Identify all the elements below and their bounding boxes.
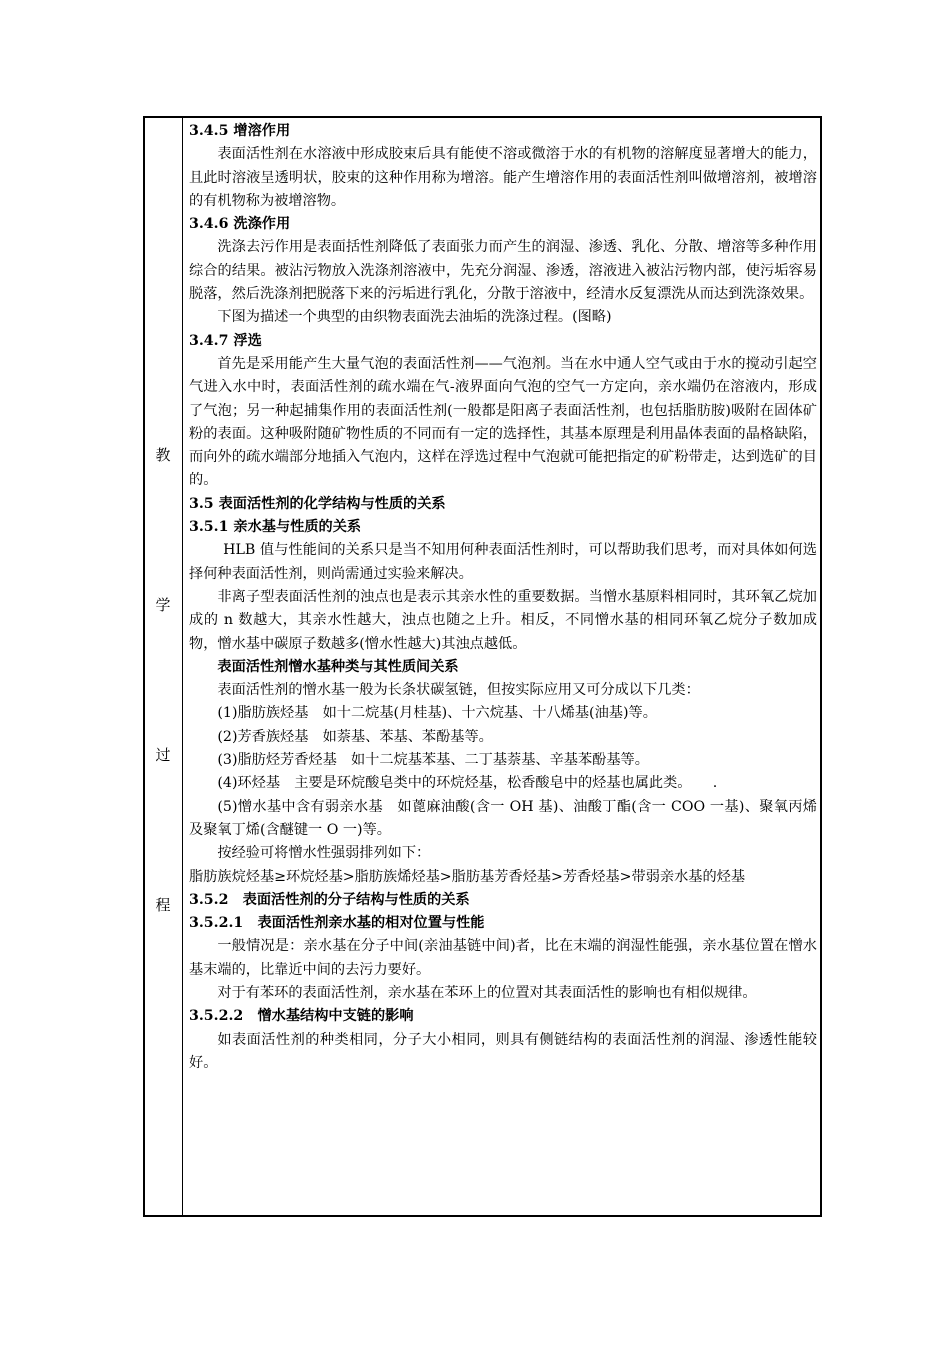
list-item: (1)脂肪族烃基 如十二烷基(月桂基)、十六烷基、十八烯基(油基)等。 [217,705,657,722]
paragraph: 按经验可将憎水性强弱排列如下： [217,845,431,862]
side-char: 教 [155,446,171,464]
heading: 3.5.2.2 憎水基结构中支链的影响 [189,1008,414,1025]
side-char: 过 [155,746,171,764]
paragraph: 洗涤去污作用是表面括性剂降低了表面张力而产生的润湿、渗透、乳化、分散、增溶等多种作用综合的结果。被沾污物放入洗涤剂溶液中，先充分润湿、渗透，溶液进入被沾污物内部，使污垢容易脱落，然后洗涤剂把脱落下来的污垢进行乳化，分散于溶液中，经清水反复漂洗从而达到洗涤效果。 [189,239,817,303]
list-item: (2)芳香族烃基 如萘基、苯基、苯酚基等。 [217,728,493,745]
heading: 3.5 表面活性剂的化学结构与性质的关系 [189,495,446,512]
heading: 3.5.2.1 表面活性剂亲水基的相对位置与性能 [189,915,485,932]
paragraph: 表面活性剂在水溶液中形成胶束后具有能使不溶或微溶于水的有机物的溶解度显著增大的能力，且此时溶液呈透明状，胶束的这种作用称为增溶。能产生增溶作用的表面活性剂叫做增溶剂，被增溶的有机物称为被增溶物。 [189,146,817,209]
content-cell [189,120,817,1075]
paragraph: 一般情况是：亲水基在分子中间(亲油基链中间)者，比在末端的润湿性能强，亲水基位置在憎水基末端的，比靠近中间的去污力要好。 [189,938,817,978]
heading: 3.4.6 洗涤作用 [189,216,291,233]
heading: 3.4.7 浮选 [189,332,262,349]
paragraph: 非离子型表面活性剂的浊点也是表示其亲水性的重要数据。当憎水基原料相同时，其环氧乙烷加成的 n 数越大，其亲水性越大，浊点也随之上升。相反，不同憎水基的相同环氧乙烷分子数加成物，憎水基中碳原子数越多(憎水性越大)其浊点越低。 [189,588,817,652]
list-item: (4)环烃基 主要是环烷酸皂类中的环烷烃基，松香酸皂中的烃基也属此类。 . [217,775,718,792]
paragraph: 脂肪族烷烃基≥环烷烃基>脂肪族烯烃基>脂肪基芳香烃基>芳香烃基>带弱亲水基的烃基 [189,868,746,885]
paragraph: 首先是采用能产生大量气泡的表面活性剂——气泡剂。当在水中通人空气或由于水的搅动引起空气进入水中时，表面活性剂的疏水端在气-液界面向气泡的空气一方定向，亲水端仍在溶液内，形成了气泡；另一种起捕集作用的表面活性剂(一般都是阳离子表面活性剂，也包括脂肪胺)吸附在固体矿粉的表面。这种吸附随矿物性质的不同而有一定的选择性，其基本原理是利用晶体表面的晶格缺陷，而向外的疏水端部分地插入气泡内，这样在浮选过程中气泡就可能把指定的矿粉带走，达到选矿的目的。 [189,355,817,489]
side-label-column [145,118,183,1215]
list-item: (3)脂肪烃芳香烃基 如十二烷基苯基、二丁基萘基、辛基苯酚基等。 [217,752,649,769]
side-char: 学 [155,596,171,614]
list-item: (5)憎水基中含有弱亲水基 如蓖麻油酸(含一 OH 基)、油酸丁酯(含一 COO 一基)、聚氧丙烯及聚氧丁烯(含醚键一 O 一)等。 [189,798,817,838]
heading: 3.5.1 亲水基与性质的关系 [189,519,362,536]
paragraph: 如表面活性剂的种类相同，分子大小相同，则具有侧链结构的表面活性剂的润湿、渗透性能较好。 [189,1031,817,1071]
heading: 3.5.2 表面活性剂的分子结构与性质的关系 [189,891,470,908]
paragraph: 表面活性剂的憎水基一般为长条状碳氢链，但按实际应用又可分成以下几类： [217,682,700,699]
subheading: 表面活性剂憎水基种类与其性质间关系 [217,658,459,675]
lesson-table [143,116,822,1217]
heading: 3.4.5 增溶作用 [189,123,291,139]
paragraph: 对于有苯环的表面活性剂，亲水基在苯环上的位置对其表面活性的影响也有相似规律。 [217,984,757,1001]
paragraph: 下图为描述一个典型的由织物表面洗去油垢的洗涤过程。(图略) [217,309,612,326]
side-char: 程 [155,896,171,914]
paragraph: HLB 值与性能间的关系只是当不知用何种表面活性剂时，可以帮助我们思考，而对具体如何选择何种表面活性剂，则尚需通过实验来解决。 [189,542,817,582]
